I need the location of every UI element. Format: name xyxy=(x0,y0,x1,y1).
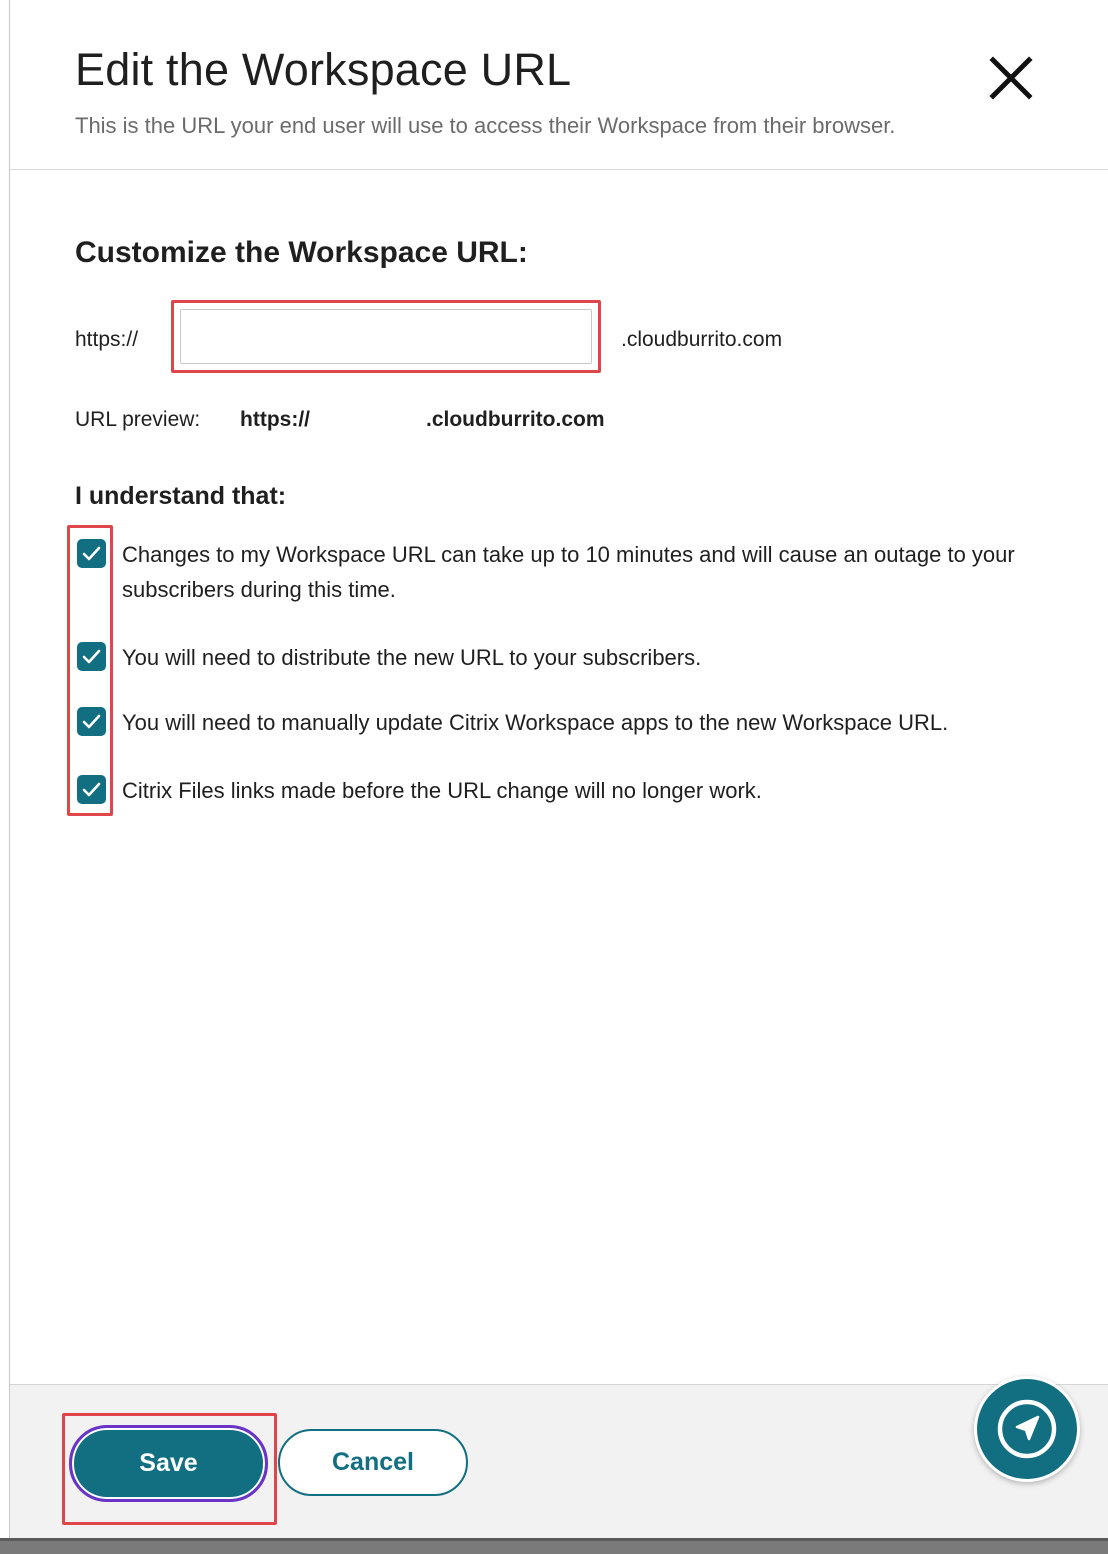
url-prefix: https:// xyxy=(75,328,139,351)
dialog-footer xyxy=(10,1384,1108,1538)
acknowledge-update-apps-checkbox[interactable] xyxy=(77,707,106,736)
acknowledge-outage-checkbox[interactable] xyxy=(77,539,106,568)
save-button[interactable]: Save xyxy=(69,1425,268,1502)
acknowledge-files-links-label: Citrix Files links made before the URL change will no longer work. xyxy=(122,778,762,803)
close-button[interactable] xyxy=(985,52,1037,104)
customize-heading: Customize the Workspace URL: xyxy=(75,236,528,269)
url-preview-suffix: .cloudburrito.com xyxy=(426,408,605,431)
url-preview-prefix: https:// xyxy=(240,408,310,431)
close-icon xyxy=(985,52,1037,104)
guided-navigation-button[interactable] xyxy=(974,1376,1080,1482)
acknowledge-distribute-checkbox[interactable] xyxy=(77,642,106,671)
check-icon xyxy=(81,544,102,563)
edit-workspace-url-panel xyxy=(9,0,1108,1538)
acknowledge-outage-label: Changes to my Workspace URL can take up to 10 minutes and will cause an outage to your subscribers during this time. xyxy=(122,542,1015,602)
acknowledge-distribute-label: You will need to distribute the new URL to your subscribers. xyxy=(122,645,702,670)
url-preview-label: URL preview: xyxy=(75,408,201,431)
dialog-subtitle: This is the URL your end user will use to access their Workspace from their browser. xyxy=(75,113,896,138)
dialog-header xyxy=(10,0,1108,170)
acknowledge-update-apps-label: You will need to manually update Citrix Workspace apps to the new Workspace URL. xyxy=(122,710,949,735)
check-icon xyxy=(81,712,102,731)
workspace-url-input[interactable] xyxy=(180,309,592,364)
url-input-highlight xyxy=(171,300,601,373)
acknowledgement-heading: I understand that: xyxy=(75,482,287,510)
acknowledge-files-links-checkbox[interactable] xyxy=(77,775,106,804)
url-suffix: .cloudburrito.com xyxy=(621,328,783,351)
check-icon xyxy=(81,647,102,666)
check-icon xyxy=(81,780,102,799)
cancel-button[interactable]: Cancel xyxy=(278,1429,468,1496)
navigation-arrow-icon xyxy=(996,1398,1058,1460)
dialog-title: Edit the Workspace URL xyxy=(75,44,572,95)
window-bottom-edge xyxy=(0,1538,1108,1554)
